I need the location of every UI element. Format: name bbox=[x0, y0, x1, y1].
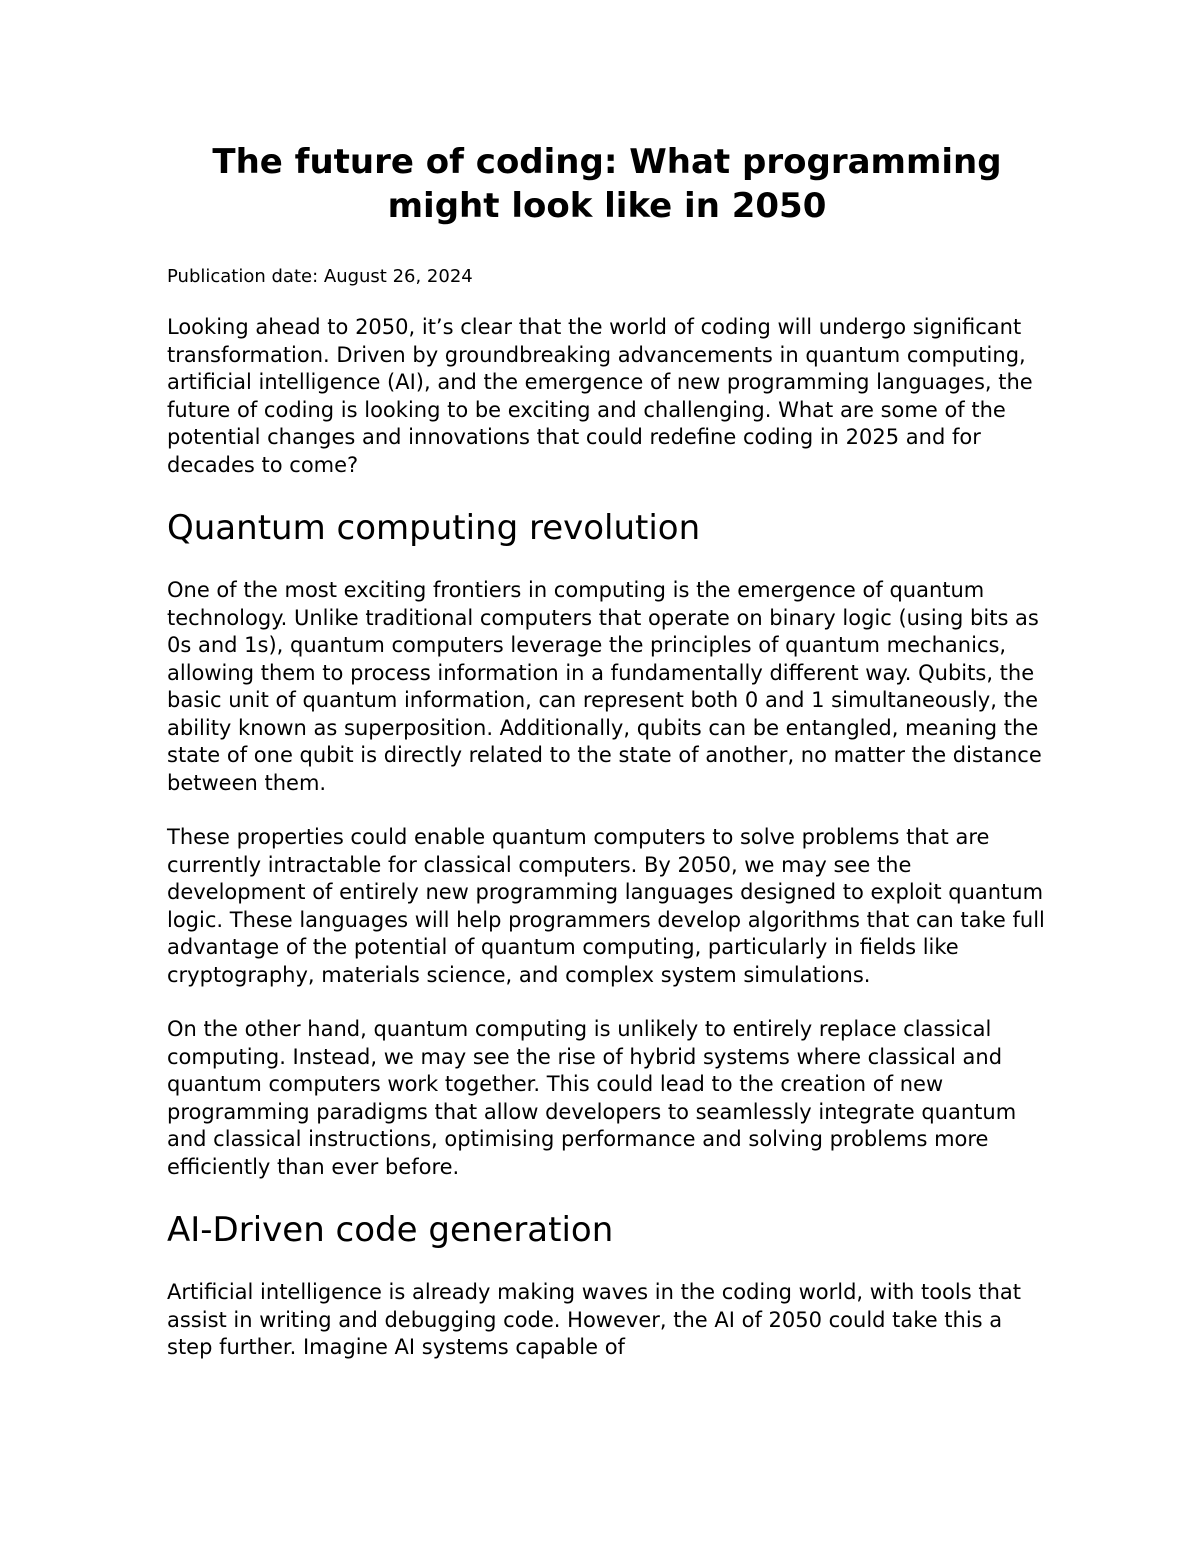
body-paragraph: One of the most exciting frontiers in computing is the emergence of quantum technology. Unlike traditional computers that operate on binary logic (using bits as 0s and 1s), quantum computers leverage the principles of quantum mechanics, allowing them to process information in a fundamentally different way. Qubits, the basic unit of quantum information, can represent both 0 and 1 simultaneously, the ability known as superposition. Additionally, qubits can be entangled, meaning the state of one qubit is directly related to the state of another, no matter the distance between them. bbox=[167, 578, 1042, 795]
publication-date: Publication date: August 26, 2024 bbox=[167, 266, 473, 287]
body-paragraph: Artificial intelligence is already making waves in the coding world, with tools that assist in writing and debugging code. However, the AI of 2050 could take this a step further. Imagine AI systems capable of bbox=[167, 1280, 1022, 1359]
section-heading: AI-Driven code generation bbox=[167, 1210, 614, 1250]
body-paragraph: These properties could enable quantum computers to solve problems that are currently intractable for classical computers. By 2050, we may see the development of entirely new programming languages designed to exploit quantum logic. These languages will help programmers develop algorithms that can take full advantage of the potential of quantum computing, particularly in fields like cryptography, materials science, and complex system simulations. bbox=[167, 825, 1045, 987]
section-heading: Quantum computing revolution bbox=[167, 508, 701, 548]
intro-paragraph: Looking ahead to 2050, it’s clear that the world of coding will undergo significant transformation. Driven by groundbreaking advancements in quantum computing, artificial intelligence (AI), and the emergence of new programming languages, the future of coding is looking to be exciting and challenging. What are some of the potential changes and innovations that could redefine coding in 2025 and for decades to come? bbox=[167, 315, 1033, 477]
document-title: The future of coding: What programming might look like in 2050 bbox=[212, 142, 1002, 226]
document-page bbox=[167, 140, 1047, 1389]
section-quantum-computing bbox=[167, 506, 1047, 1181]
section-ai-code-generation bbox=[167, 1208, 1047, 1362]
body-paragraph: On the other hand, quantum computing is unlikely to entirely replace classical computing. Instead, we may see the rise of hybrid systems where classical and quantum computers work together. This could lead to the creation of new programming paradigms that allow developers to seamlessly integrate quantum and classical instructions, optimising performance and solving problems more efficiently than ever before. bbox=[167, 1017, 1017, 1179]
